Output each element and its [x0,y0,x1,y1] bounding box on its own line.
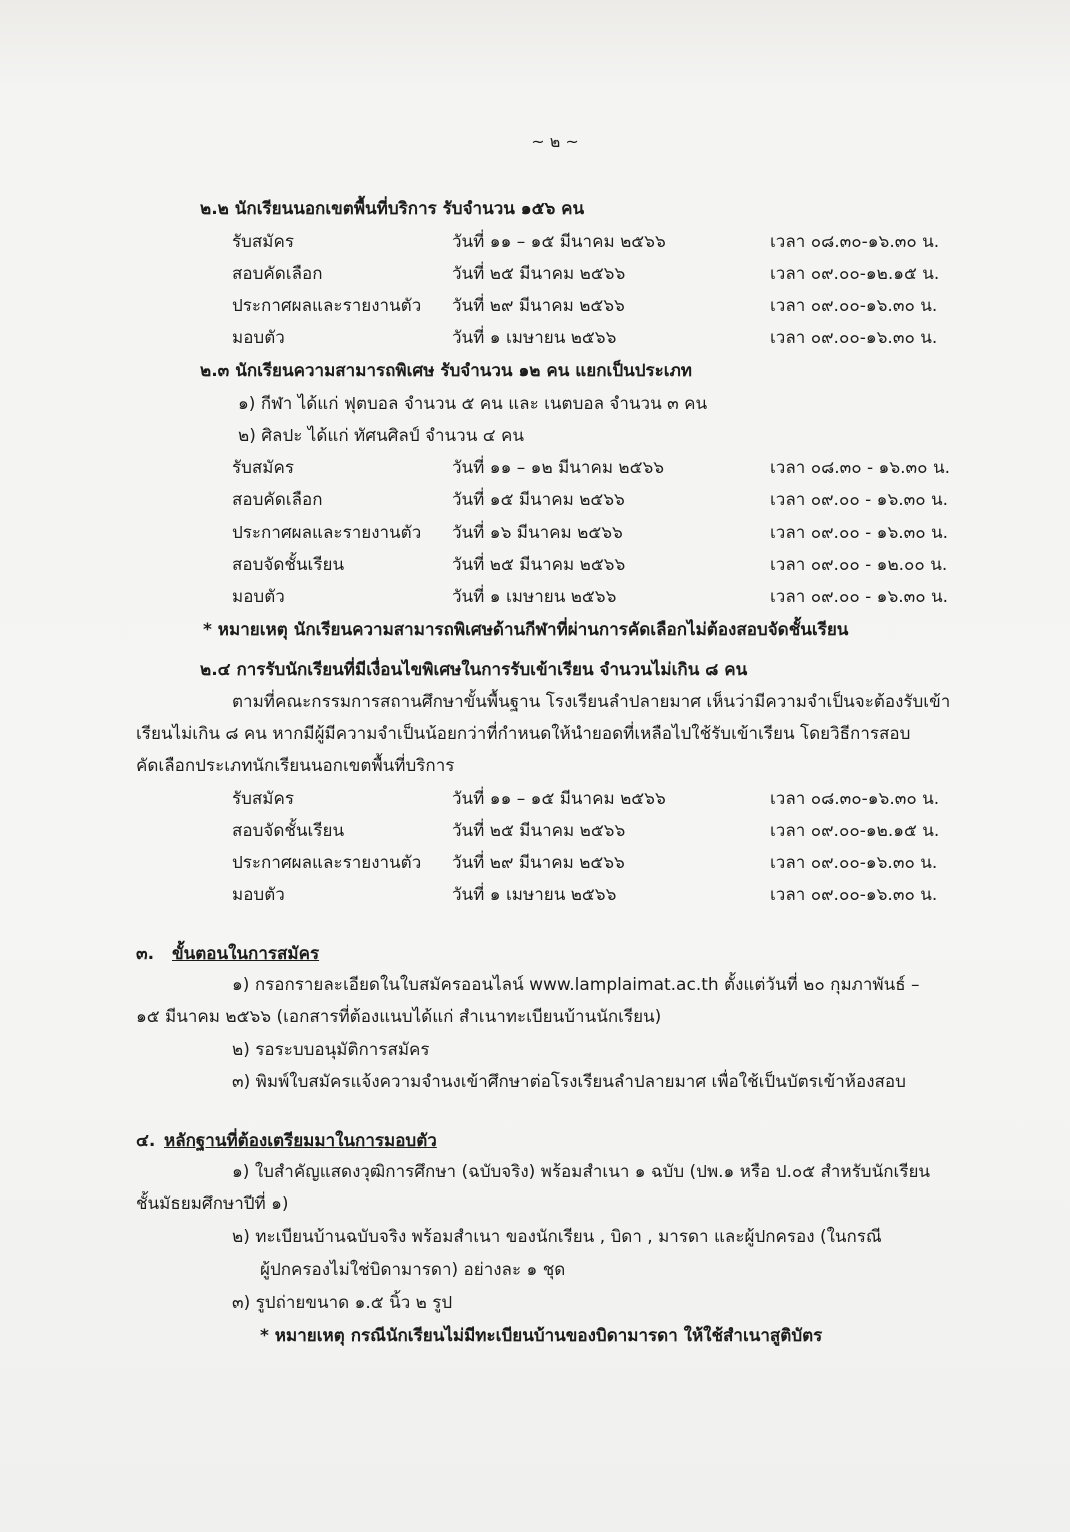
schedule-activity: สอบจัดชั้นเรียน [232,555,345,575]
section-2-4-paragraph-line: ตามที่คณะกรรมการสถานศึกษาขั้นพื้นฐาน โรงเรียนลำปลายมาศ เห็นว่ามีความจำเป็นจะต้องรับเข้า [232,692,951,712]
schedule-time: เวลา ๐๙.๐๐ - ๑๖.๓๐ น. [770,523,949,543]
schedule-date: วันที่ ๒๙ มีนาคม ๒๕๖๖ [452,853,625,873]
schedule-date: วันที่ ๑ เมษายน ๒๕๖๖ [452,328,617,348]
schedule-time: เวลา ๐๙.๐๐ - ๑๖.๓๐ น. [770,490,949,510]
schedule-date: วันที่ ๑ เมษายน ๒๕๖๖ [452,587,617,607]
schedule-activity: รับสมัคร [232,789,295,809]
schedule-time: เวลา ๐๙.๐๐-๑๒.๑๕ น. [770,821,940,841]
section-4-number: ๔. [136,1131,156,1151]
schedule-activity: สอบจัดชั้นเรียน [232,821,345,841]
section-2-4-paragraph-line: คัดเลือกประเภทนักเรียนนอกเขตพื้นที่บริการ [136,756,455,776]
section-3-item-1: ๑) กรอกรายละเอียดในใบสมัครออนไลน์ www.lamplaimat.ac.th ตั้งแต่วันที่ ๒๐ กุมภาพันธ์ – [232,975,920,995]
section-2-4-heading: ๒.๔ การรับนักเรียนที่มีเงื่อนไขพิเศษในการรับเข้าเรียน จำนวนไม่เกิน ๘ คน [200,660,748,680]
schedule-time: เวลา ๐๘.๓๐-๑๖.๓๐ น. [770,789,940,809]
schedule-date: วันที่ ๑๖ มีนาคม ๒๕๖๖ [452,523,623,543]
schedule-activity: รับสมัคร [232,232,295,252]
schedule-date: วันที่ ๒๕ มีนาคม ๒๕๖๖ [452,821,626,841]
section-4-heading: หลักฐานที่ต้องเตรียมมาในการมอบตัว [164,1131,437,1151]
schedule-date: วันที่ ๒๙ มีนาคม ๒๕๖๖ [452,296,625,316]
schedule-time: เวลา ๐๙.๐๐-๑๖.๓๐ น. [770,328,938,348]
section-4-item-1: ๑) ใบสำคัญแสดงวุฒิการศึกษา (ฉบับจริง) พร้อมสำเนา ๑ ฉบับ (ปพ.๑ หรือ ป.๐๕ สำหรับนักเรียน [232,1162,931,1182]
section-2-3-sports: ๑) กีฬา ได้แก่ ฟุตบอล จำนวน ๕ คน และ เนตบอล จำนวน ๓ คน [238,394,708,414]
section-3-number: ๓. [136,944,155,964]
section-2-2-heading: ๒.๒ นักเรียนนอกเขตพื้นที่บริการ รับจำนวน ๑๕๖ คน [200,199,585,219]
schedule-activity: มอบตัว [232,885,285,905]
section-4-item-1-cont: ชั้นมัธยมศึกษาปีที่ ๑) [136,1194,289,1214]
schedule-date: วันที่ ๑ เมษายน ๒๕๖๖ [452,885,617,905]
schedule-date: วันที่ ๒๕ มีนาคม ๒๕๖๖ [452,264,626,284]
section-3-item-2: ๒) รอระบบอนุมัติการสมัคร [232,1040,430,1060]
schedule-activity: มอบตัว [232,587,285,607]
schedule-time: เวลา ๐๙.๐๐-๑๖.๓๐ น. [770,853,938,873]
section-2-4-paragraph-line: เรียนไม่เกิน ๘ คน หากมีผู้มีความจำเป็นน้อยกว่าที่กำหนดให้นำยอดที่เหลือไปใช้รับเข้าเรียน โดยวิธีการสอบ [136,724,911,744]
schedule-activity: สอบคัดเลือก [232,264,323,284]
schedule-activity: รับสมัคร [232,458,295,478]
schedule-activity: มอบตัว [232,328,285,348]
schedule-activity: ประกาศผลและรายงานตัว [232,296,422,316]
section-4-item-2: ๒) ทะเบียนบ้านฉบับจริง พร้อมสำเนา ของนักเรียน , บิดา , มารดา และผู้ปกครอง (ในกรณี [232,1227,882,1247]
schedule-time: เวลา ๐๙.๐๐-๑๖.๓๐ น. [770,296,938,316]
section-3-heading: ขั้นตอนในการสมัคร [172,944,320,964]
schedule-time: เวลา ๐๙.๐๐ - ๑๒.๐๐ น. [770,555,948,575]
section-3-item-1-cont: ๑๕ มีนาคม ๒๕๖๖ (เอกสารที่ต้องแนบได้แก่ สำเนาทะเบียนบ้านนักเรียน) [136,1007,662,1027]
section-2-3-note: * หมายเหตุ นักเรียนความสามารถพิเศษด้านกีฬาที่ผ่านการคัดเลือกไม่ต้องสอบจัดชั้นเรียน [203,620,849,640]
schedule-activity: ประกาศผลและรายงานตัว [232,853,422,873]
schedule-date: วันที่ ๑๑ – ๑๒ มีนาคม ๒๕๖๖ [452,458,665,478]
schedule-time: เวลา ๐๘.๓๐ - ๑๖.๓๐ น. [770,458,950,478]
section-2-3-heading: ๒.๓ นักเรียนความสามารถพิเศษ รับจำนวน ๑๒ คน แยกเป็นประเภท [200,361,693,381]
page-number: ~ ๒ ~ [531,132,579,151]
schedule-time: เวลา ๐๘.๓๐-๑๖.๓๐ น. [770,232,940,252]
schedule-activity: ประกาศผลและรายงานตัว [232,523,422,543]
schedule-activity: สอบคัดเลือก [232,490,323,510]
schedule-time: เวลา ๐๙.๐๐-๑๖.๓๐ น. [770,885,938,905]
section-4-item-2-cont: ผู้ปกครองไม่ใช่บิดามารดา) อย่างละ ๑ ชุด [260,1260,566,1280]
schedule-date: วันที่ ๑๑ – ๑๕ มีนาคม ๒๕๖๖ [452,789,666,809]
schedule-date: วันที่ ๒๕ มีนาคม ๒๕๖๖ [452,555,626,575]
section-4-note: * หมายเหตุ กรณีนักเรียนไม่มีทะเบียนบ้านของบิดามารดา ให้ใช้สำเนาสูติบัตร [260,1326,823,1346]
schedule-date: วันที่ ๑๑ – ๑๕ มีนาคม ๒๕๖๖ [452,232,666,252]
section-3-item-3: ๓) พิมพ์ใบสมัครแจ้งความจำนงเข้าศึกษาต่อโรงเรียนลำปลายมาศ เพื่อใช้เป็นบัตรเข้าห้องสอบ [232,1072,906,1092]
schedule-time: เวลา ๐๙.๐๐-๑๒.๑๕ น. [770,264,940,284]
section-4-item-3: ๓) รูปถ่ายขนาด ๑.๕ นิ้ว ๒ รูป [232,1293,453,1313]
schedule-time: เวลา ๐๙.๐๐ - ๑๖.๓๐ น. [770,587,949,607]
schedule-date: วันที่ ๑๕ มีนาคม ๒๕๖๖ [452,490,625,510]
section-2-3-arts: ๒) ศิลปะ ได้แก่ ทัศนศิลป์ จำนวน ๔ คน [238,426,525,446]
